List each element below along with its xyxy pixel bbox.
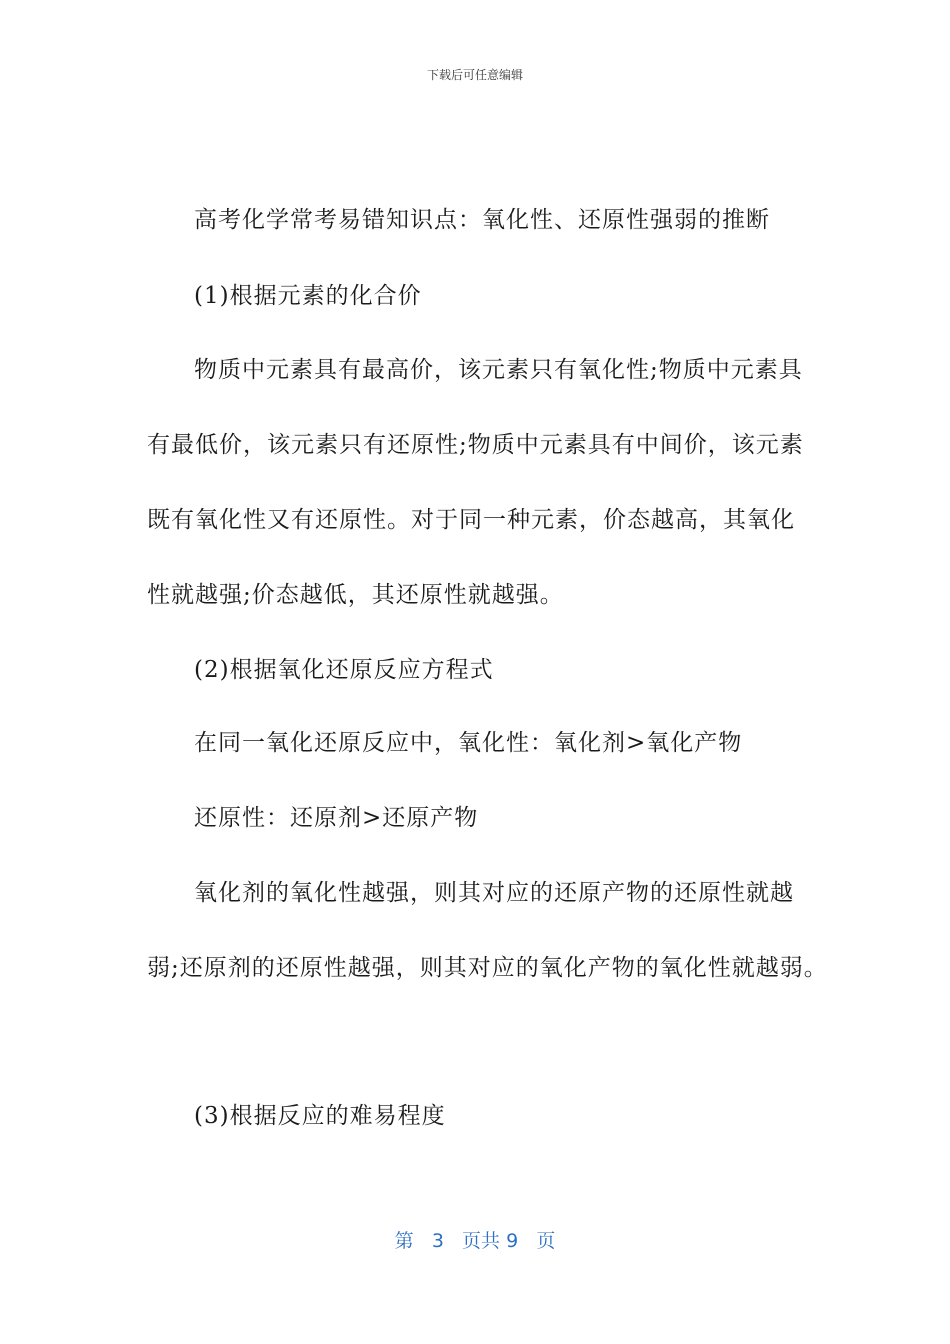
section-1-line-4: 性就越强;价态越低，其还原性就越强。 [147,582,564,608]
section-2-para-line-1: 氧化剂的氧化性越强，则其对应的还原产物的还原性就越 [194,880,794,906]
section-1-line-3: 既有氧化性又有还原性。对于同一种元素，价态越高，其氧化 [147,507,795,533]
document-title: 高考化学常考易错知识点：氧化性、还原性强弱的推断 [194,207,770,233]
section-1-line-1: 物质中元素具有最高价，该元素只有氧化性;物质中元素具 [194,357,803,383]
footer-total-pages: 9 [506,1230,519,1252]
section-3-heading: (3)根据反应的难易程度 [194,1103,446,1129]
page-header-note: 下载后可任意编辑 [426,68,523,82]
footer-suffix: 页 [536,1230,556,1252]
page-footer [0,1226,950,1253]
footer-current-page: 3 [431,1230,444,1252]
section-2-reduction-line: 还原性：还原剂>还原产物 [194,805,479,831]
section-2-heading: (2)根据氧化还原反应方程式 [194,657,494,683]
section-2-oxidation-line: 在同一氧化还原反应中，氧化性：氧化剂>氧化产物 [194,730,743,756]
section-1-heading: (1)根据元素的化合价 [194,283,422,309]
footer-prefix: 第 [394,1230,414,1252]
footer-middle: 页共 [462,1230,501,1252]
section-1-line-2: 有最低价，该元素只有还原性;物质中元素具有中间价，该元素 [147,432,804,458]
section-2-para-line-2: 弱;还原剂的还原性越强，则其对应的氧化产物的氧化性就越弱。 [147,955,828,981]
